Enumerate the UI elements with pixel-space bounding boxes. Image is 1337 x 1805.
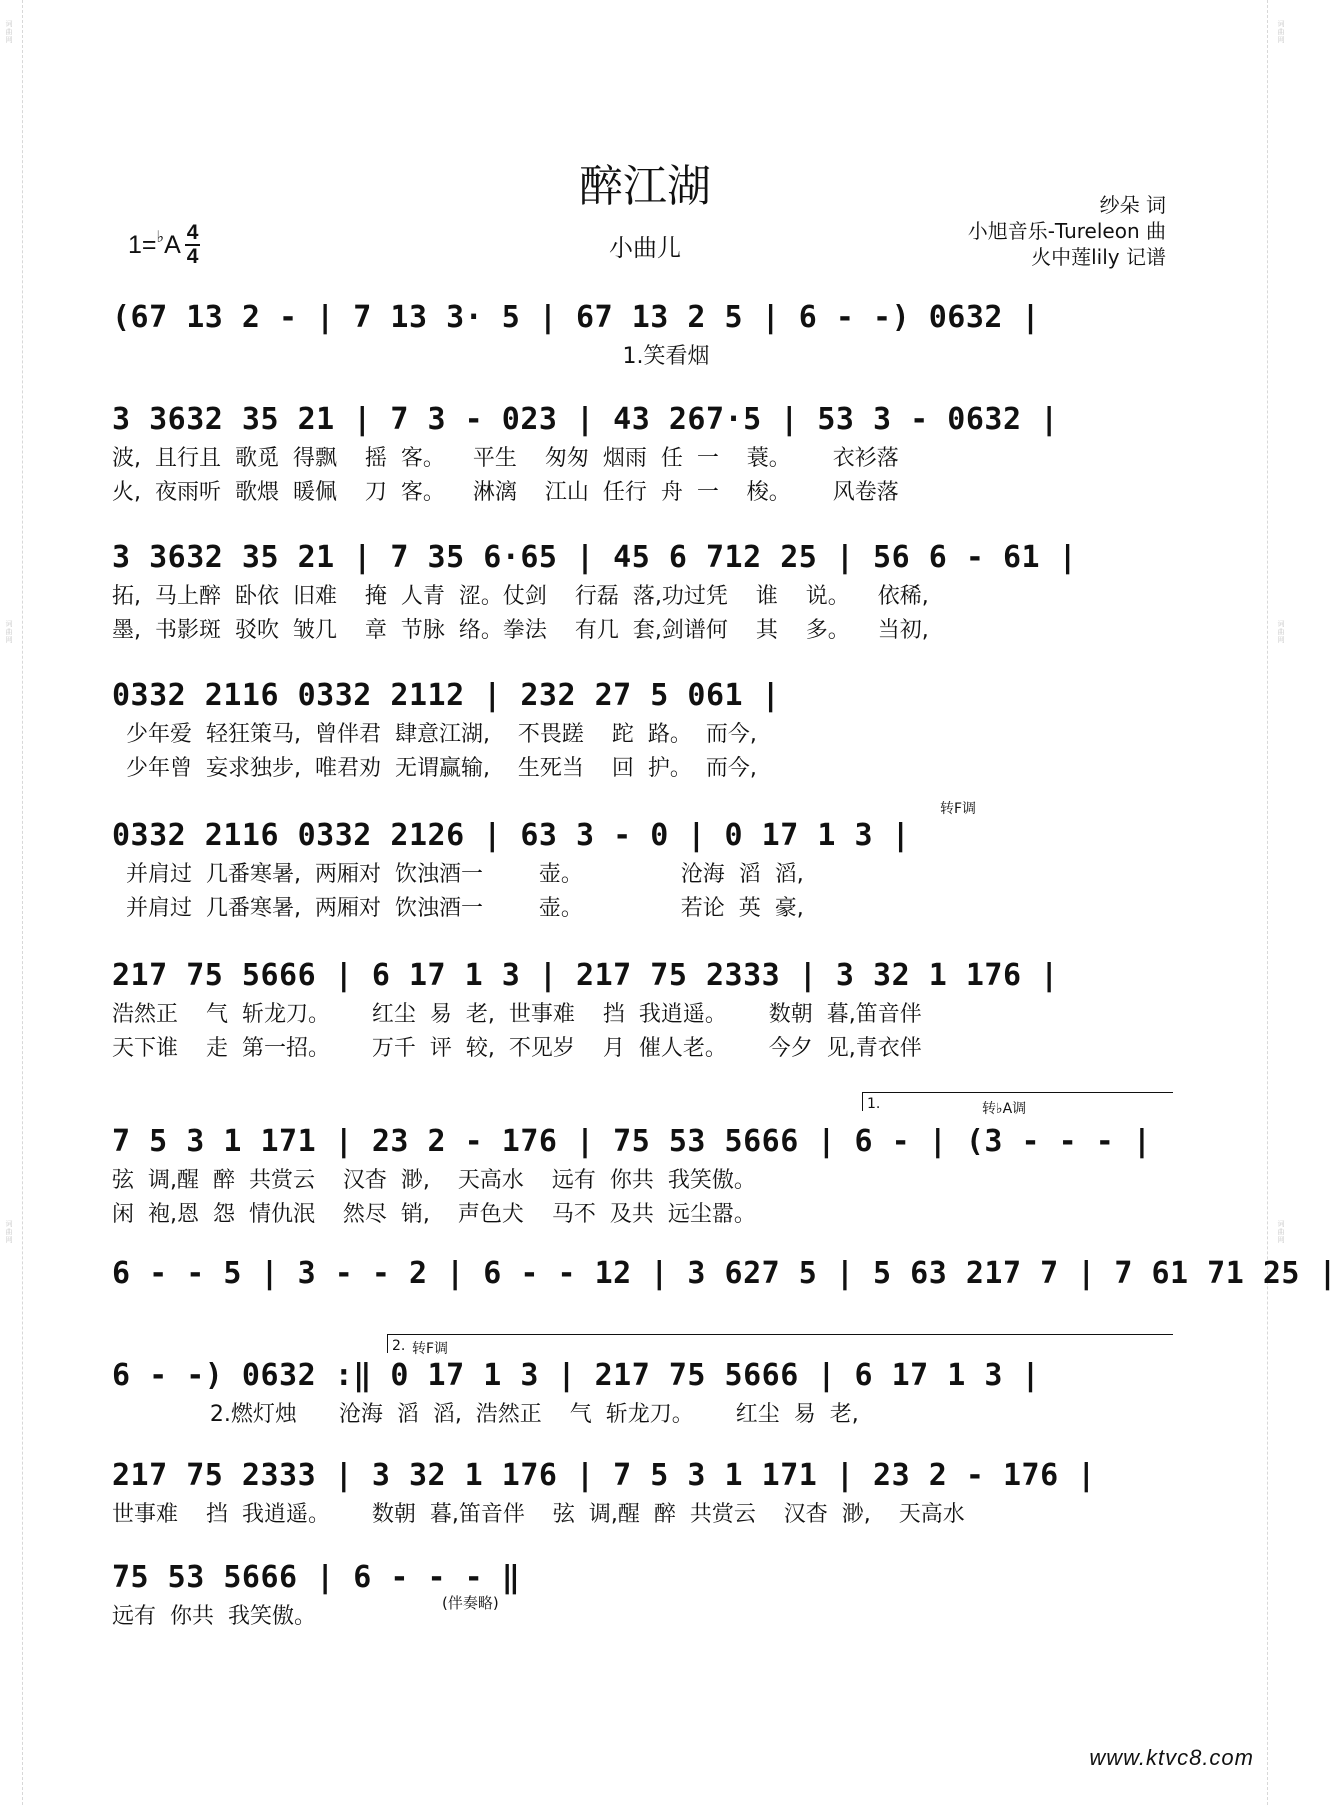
score-system-6 (112, 958, 1172, 1066)
notes-line: 6 - - 5 | 3 - - 2 | 6 - - 12 | 3 627 5 | 5 63 217 7 | 7 61 71 25 | (112, 1256, 1337, 1291)
key-flat: ♭ (156, 229, 165, 246)
volta-label: 2. (392, 1338, 406, 1354)
right-margin-line (1265, 0, 1268, 1805)
lyric-line-1: 世事难 挡 我逍遥。 数朝 暮,笛音伴 弦 调,醒 醉 共赏云 汉杳 渺, 天高水 (112, 1502, 965, 1527)
lyric-line-1: 2.燃灯烛 沧海 滔 滔, 浩然正 气 斩龙刀。 红尘 易 老, (112, 1402, 859, 1427)
score-system-7 (112, 1096, 1172, 1232)
song-subtitle: 小曲儿 (609, 234, 681, 262)
time-signature (185, 222, 201, 268)
watermark-right: 词曲网 (1277, 620, 1285, 644)
notes-line: 0332 2116 0332 2112 | 232 27 5 061 | (112, 678, 781, 713)
lyric-line-1: 波, 且行且 歌觅 得飘 摇 客。 平生 匆匆 烟雨 任 一 蓑。 衣衫落 (112, 446, 899, 471)
score-system-2 (112, 402, 1172, 510)
score-system-9 (112, 1338, 1172, 1432)
composer-credit: 小旭音乐-Tureleon 曲 (967, 219, 1166, 243)
credits (968, 192, 1166, 270)
lyric-line-2: 并肩过 几番寒暑, 两厢对 饮浊酒一 壶。 若论 英 豪, (112, 896, 804, 921)
lyric-line-1: 拓, 马上醉 卧依 旧难 掩 人青 涩。仗剑 行磊 落,功过凭 谁 说。 依稀, (112, 584, 929, 609)
notes-line: 217 75 2333 | 3 32 1 176 | 7 5 3 1 171 | 23 2 - 176 | (112, 1458, 1096, 1493)
key-signature (128, 222, 200, 268)
accompaniment-omitted-note: (伴奏略) (442, 1594, 499, 1612)
score-system-3 (112, 540, 1172, 648)
lyric-line-2: 少年曾 妄求独步, 唯君劝 无谓赢输, 生死当 回 护。 而今, (112, 756, 757, 781)
notes-line: 0332 2116 0332 2126 | 63 3 - 0 | 0 17 1 3 | (112, 818, 911, 853)
lyric-line-2: 火, 夜雨听 歌煨 暖佩 刀 客。 淋漓 江山 任行 舟 一 梭。 风卷落 (112, 480, 899, 505)
time-top: 4 (186, 221, 199, 244)
transcriber-credit: 火中莲lily 记谱 (1031, 245, 1166, 269)
key-letter: A (164, 230, 181, 259)
watermark-left: 词曲网 (5, 1220, 13, 1244)
lyric-line-1: 并肩过 几番寒暑, 两厢对 饮浊酒一 壶。 沧海 滔 滔, (112, 862, 804, 887)
key-prefix: 1= (128, 230, 157, 259)
key-change-mark: 转F调 (412, 1341, 449, 1357)
score-system-11 (112, 1560, 1172, 1634)
lyricist-credit: 纱朵 词 (1099, 193, 1166, 217)
score-system-4 (112, 678, 1172, 786)
left-margin-line (22, 0, 25, 1805)
key-change-mark: 转F调 (940, 801, 977, 817)
lyric-line-2: 天下谁 走 第一招。 万千 评 较, 不见岁 月 催人老。 今夕 见,青衣伴 (112, 1036, 922, 1061)
key-change-mark: 转♭A调 (982, 1101, 1027, 1117)
notes-line: 75 53 5666 | 6 - - - ‖ (112, 1560, 521, 1595)
lyric-line-2: 闲 袍,恩 怨 情仇泯 然尽 销, 声色犬 马不 及共 远尘嚣。 (112, 1202, 756, 1227)
website-watermark: www.ktvc8.com (1089, 1745, 1254, 1770)
lyric-line-1: 少年爱 轻狂策马, 曾伴君 肆意江湖, 不畏蹉 跎 路。 而今, (112, 722, 757, 747)
score-system-10 (112, 1458, 1172, 1532)
notes-line: 6 - -) 0632 :‖ 0 17 1 3 | 217 75 5666 | 6 17 1 3 | (112, 1358, 1041, 1393)
volta-label: 1. (867, 1096, 881, 1112)
lyric-line-1: 弦 调,醒 醉 共赏云 汉杳 渺, 天高水 远有 你共 我笑傲。 (112, 1168, 756, 1193)
lyric-line-1: 浩然正 气 斩龙刀。 红尘 易 老, 世事难 挡 我逍遥。 数朝 暮,笛音伴 (112, 1002, 922, 1027)
notes-line: (67 13 2 - | 7 13 3· 5 | 67 13 2 5 | 6 - -) 0632 | (112, 300, 1041, 335)
score-system-5 (112, 801, 1172, 926)
lyric-line-2: 墨, 书影斑 驳吹 皱几 章 节脉 络。拳法 有几 套,剑谱何 其 多。 当初, (112, 618, 929, 643)
score-system-8 (112, 1256, 1337, 1296)
watermark-left: 词曲网 (5, 20, 13, 44)
volta-bracket-2 (387, 1334, 1173, 1353)
notes-line: 7 5 3 1 171 | 23 2 - 176 | 75 53 5666 | 6 - | (3 - - - | (112, 1124, 1152, 1159)
lyric-line-1: 1.笑看烟 (112, 344, 710, 369)
notes-line: 3 3632 35 21 | 7 35 6·65 | 45 6 712 25 | 56 6 - 61 | (112, 540, 1078, 575)
notes-line: 3 3632 35 21 | 7 3 - 023 | 43 267·5 | 53 3 - 0632 | (112, 402, 1059, 437)
song-title: 醉江湖 (579, 161, 711, 212)
time-bottom: 4 (186, 245, 199, 268)
lyric-line-1: 远有 你共 我笑傲。 (112, 1604, 316, 1629)
notes-line: 217 75 5666 | 6 17 1 3 | 217 75 2333 | 3 32 1 176 | (112, 958, 1059, 993)
watermark-left: 词曲网 (5, 620, 13, 644)
watermark-right: 词曲网 (1277, 20, 1285, 44)
score-system-1 (112, 300, 1172, 374)
watermark-right: 词曲网 (1277, 1220, 1285, 1244)
